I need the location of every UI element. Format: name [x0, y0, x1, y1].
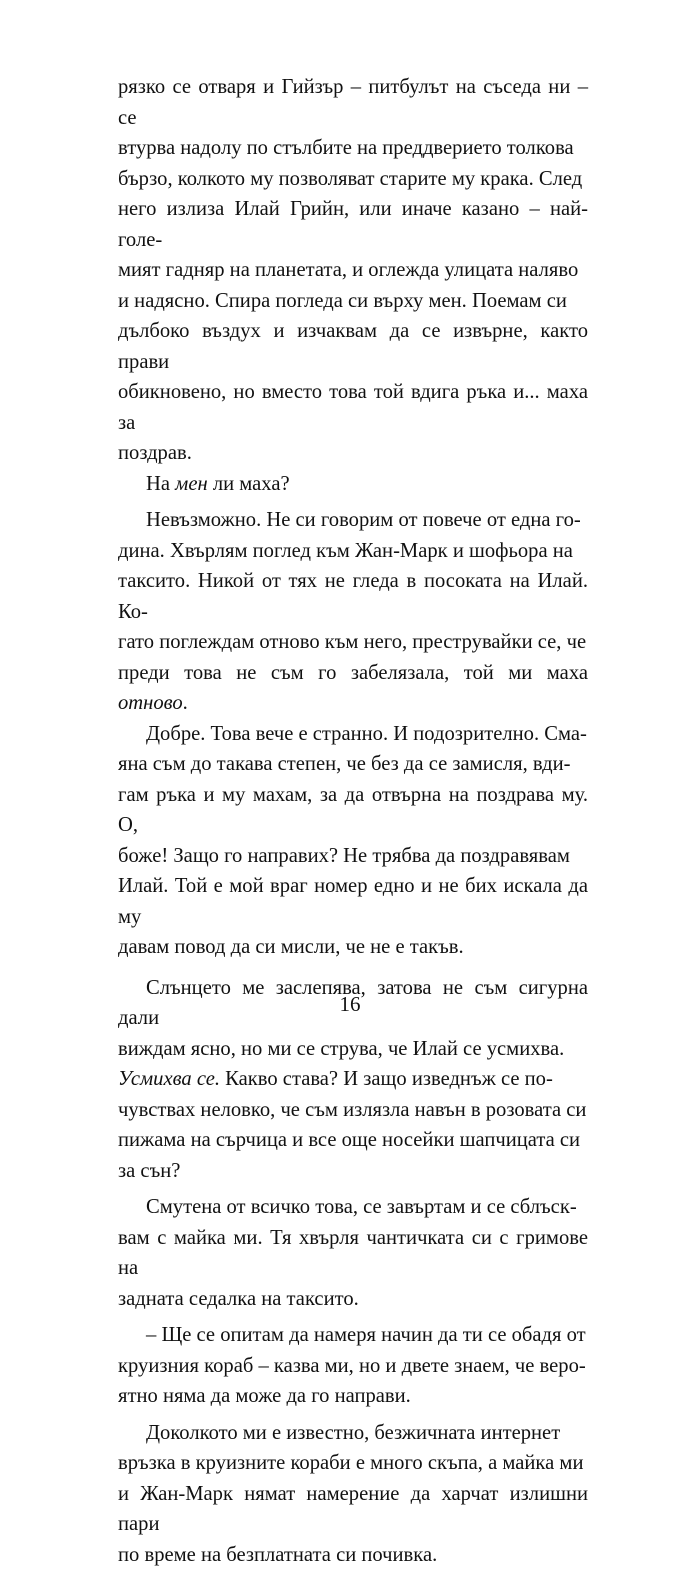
text-line: връзка в круизните кораби е много скъпа, а майка ми: [118, 1448, 588, 1479]
text-run: Какво става? И защо изведнъж се по-: [220, 1068, 553, 1090]
text-line: дълбоко въздух и изчаквам да се извърне, както прави: [118, 316, 588, 377]
text-line: круизния кораб – казва ми, но и двете знаем, че веро-: [118, 1351, 588, 1382]
body-text: [118, 72, 588, 1570]
text-line: таксито. Никой от тях не гледа в посоката на Илай. Ко-: [118, 566, 588, 627]
text-line: Добре. Това вече е странно. И подозрително. Сма-: [118, 719, 588, 750]
page-number: 16: [0, 992, 700, 1017]
text-line: него излиза Илай Грийн, или иначе казано – най-голе-: [118, 194, 588, 255]
text-line: чувствах неловко, че съм излязла навън в розовата си: [118, 1095, 588, 1126]
text-line: вам с майка ми. Тя хвърля чантичката си с гримове на: [118, 1223, 588, 1284]
text-line: мият гадняр на планетата, и оглежда улицата наляво: [118, 255, 588, 286]
text-run: .: [183, 692, 188, 714]
paragraph-4: [118, 719, 588, 963]
paragraph-3: [118, 505, 588, 719]
text-line: ятно няма да може да го направи.: [118, 1381, 588, 1412]
paragraph-6: [118, 1192, 588, 1314]
text-line: за сън?: [118, 1156, 588, 1187]
text-line: давам повод да си мисли, че не е такъв.: [118, 932, 588, 963]
paragraph-7: [118, 1320, 588, 1412]
text-line: обикновено, но вместо това той вдига ръка и... маха за: [118, 377, 588, 438]
text-line: Илай. Той е мой враг номер едно и не бих искала да му: [118, 871, 588, 932]
text-line: Смутена от всичко това, се завъртам и се сблъск-: [118, 1192, 588, 1223]
paragraph-2: [118, 469, 588, 500]
paragraph-1: [118, 72, 588, 469]
text-line: дина. Хвърлям поглед към Жан-Марк и шофьора на: [118, 536, 588, 567]
italic-run: Усмихва се.: [118, 1068, 220, 1090]
text-line: и Жан-Марк нямат намерение да харчат излишни пари: [118, 1479, 588, 1540]
text-line: рязко се отваря и Гийзър – питбулът на съседа ни – се: [118, 72, 588, 133]
text-line: виждам ясно, но ми се струва, че Илай се усмихва.: [118, 1034, 588, 1065]
text-line: Доколкото ми е известно, безжичната интернет: [118, 1418, 588, 1449]
text-line: боже! Защо го направих? Не трябва да поздравявам: [118, 841, 588, 872]
text-line: пижама на сърчица и все още носейки шапчицата си: [118, 1125, 588, 1156]
italic-run: отново: [118, 692, 183, 714]
text-line: поздрав.: [118, 438, 588, 469]
text-line: и надясно. Спира погледа си върху мен. Поемам си: [118, 286, 588, 317]
text-line: [118, 658, 588, 719]
text-line: гам ръка и му махам, за да отвърна на поздрава му. О,: [118, 780, 588, 841]
italic-run: мен: [175, 473, 208, 495]
text-line: по време на безплатната си почивка.: [118, 1540, 588, 1570]
text-line: задната седалка на таксито.: [118, 1284, 588, 1315]
text-line: гато поглеждам отново към него, преструвайки се, че: [118, 627, 588, 658]
text-line: яна съм до такава степен, че без да се замисля, вди-: [118, 749, 588, 780]
text-line: Невъзможно. Не си говорим от повече от една го-: [118, 505, 588, 536]
text-line: [118, 1064, 588, 1095]
text-run: На: [146, 473, 175, 495]
text-line: [118, 469, 588, 500]
paragraph-8: [118, 1418, 588, 1570]
text-run: преди това не съм го забелязала, той ми маха: [118, 662, 588, 684]
text-line: Слънцето ме заслепява, затова не съм сигурна дали: [118, 973, 588, 1034]
text-line: – Ще се опитам да намеря начин да ти се обадя от: [118, 1320, 588, 1351]
text-line: бързо, колкото му позволяват старите му крака. След: [118, 164, 588, 195]
text-run: ли маха?: [208, 473, 290, 495]
text-line: втурва надолу по стълбите на преддверието толкова: [118, 133, 588, 164]
